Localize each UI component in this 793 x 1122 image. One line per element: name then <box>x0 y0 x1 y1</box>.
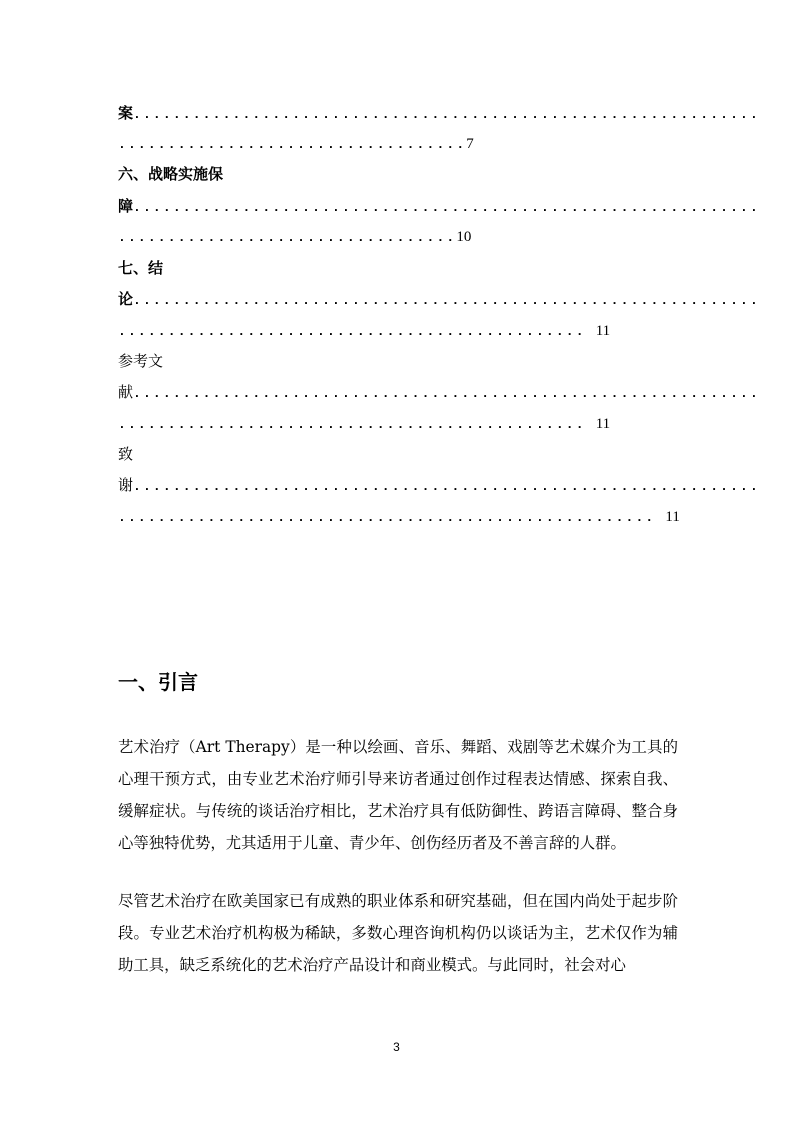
body-paragraph: 尽管艺术治疗在欧美国家已有成熟的职业体系和研究基础，但在国内尚处于起步阶段。专业艺术治疗机构极为稀缺，多数心理咨询机构仍以谈话为主，艺术仅作为辅助工具，缺乏系统化的艺术治疗产品设计和商业模式。与此同时，社会对心 <box>118 892 678 974</box>
toc-leader-dots: ............................................................... <box>133 107 760 122</box>
toc-entry-head[interactable] <box>118 475 760 497</box>
toc-entry-tail[interactable] <box>118 133 474 155</box>
page-number: 3 <box>393 1040 400 1054</box>
toc-leader-dots: ............................................................... <box>133 386 760 401</box>
toc-entry-char: 献 <box>118 383 134 401</box>
toc-leader-dots: .................................. <box>118 230 457 245</box>
toc-entry-tail[interactable] <box>118 506 680 528</box>
toc-entry-head[interactable] <box>118 196 760 218</box>
toc-heading: 致 <box>118 445 134 463</box>
toc-entry-char: 障 <box>118 197 134 215</box>
toc-entry-char: 论 <box>118 290 134 308</box>
section-title: 一、引言 <box>118 670 198 694</box>
toc-page-number: 11 <box>665 509 680 525</box>
toc-leader-dots: ...................................................... <box>118 510 656 525</box>
toc-heading: 参考文 <box>118 352 164 370</box>
toc-entry-tail[interactable] <box>118 320 610 342</box>
toc-leader-dots: ............................................... <box>118 417 586 432</box>
toc-entry-head[interactable] <box>118 289 760 311</box>
toc-entry-char: 案 <box>118 104 134 122</box>
toc-entry-head[interactable] <box>118 382 760 404</box>
toc-entry-tail[interactable] <box>118 226 471 248</box>
toc-page-number: 11 <box>595 416 611 432</box>
toc-heading: 六、战略实施保 <box>118 165 224 183</box>
toc-leader-dots: ................................... <box>118 137 467 152</box>
toc-leader-dots: ............................................................... <box>133 293 760 308</box>
toc-heading: 七、结 <box>118 259 164 277</box>
toc-entry-char: 谢 <box>118 476 134 494</box>
toc-leader-dots: ............................................................... <box>133 479 760 494</box>
toc-leader-dots: ............................................... <box>118 324 586 339</box>
toc-page-number: 10 <box>456 229 472 245</box>
toc-page-number: 7 <box>466 136 474 152</box>
toc-leader-dots: ............................................................... <box>133 200 760 215</box>
toc-entry-head[interactable] <box>118 103 760 125</box>
toc-entry-tail[interactable] <box>118 413 610 435</box>
body-paragraph: 艺术治疗（Art Therapy）是一种以绘画、音乐、舞蹈、戏剧等艺术媒介为工具的心理干预方式，由专业艺术治疗师引导来访者通过创作过程表达情感、探索自我、缓解症状。与传统的谈话治疗相比，艺术治疗具有低防御性、跨语言障碍、整合身心等独特优势，尤其适用于儿童、青少年、创伤经历者及不善言辞的人群。 <box>118 738 678 852</box>
toc-page-number: 11 <box>595 323 611 339</box>
